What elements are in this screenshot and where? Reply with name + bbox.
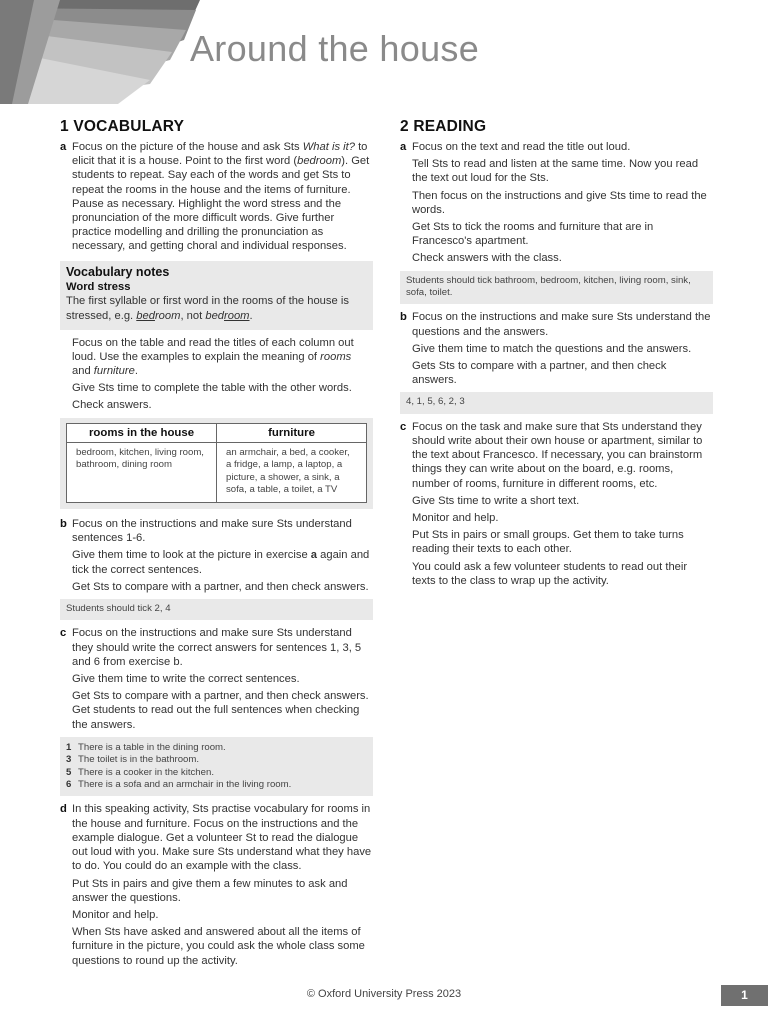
- vocabulary-item-a-continued: [60, 336, 373, 413]
- item-letter: d: [60, 803, 67, 816]
- vocabulary-notes-heading: Vocabulary notes: [66, 264, 170, 279]
- vocabulary-item-b: [60, 517, 373, 594]
- table-cell: bedroom, kitchen, living room, bathroom, dining room: [67, 442, 217, 502]
- item-paragraph: Check answers with the class.: [412, 252, 562, 265]
- table-cell: an armchair, a bed, a cooker, a fridge, a lamp, a laptop, a picture, a shower, a sink, a sofa, a table, a toilet, a TV: [217, 442, 367, 502]
- vocabulary-item-d: [60, 802, 373, 967]
- item-paragraph: Focus on the text and read the title out loud.: [412, 141, 631, 153]
- item-paragraph: Focus on the instructions and make sure Sts understand sentences 1-6.: [72, 518, 352, 545]
- header-fan-graphic: [0, 0, 200, 104]
- vocabulary-item-c: [60, 626, 373, 731]
- item-paragraph: Get Sts to compare with a partner, and then check answers. Get students to read out the full sentences when checking the answers.: [72, 690, 369, 731]
- item-paragraph: When Sts have asked and answered about all the items of furniture in the picture, you could ask the whole class some questions to round up the activity.: [72, 926, 365, 967]
- item-paragraph: Then focus on the instructions and give Sts time to read the words.: [412, 189, 707, 216]
- page-number: 1: [721, 985, 768, 1006]
- item-paragraph: You could ask a few volunteer students to read out their texts to the class to wrap up the activity.: [412, 560, 688, 587]
- page-title: Around the house: [190, 28, 480, 69]
- answer-line: 1 There is a table in the dining room.: [66, 741, 226, 753]
- item-paragraph: Check answers.: [72, 399, 152, 412]
- item-letter: c: [400, 420, 407, 433]
- copyright-footer: © Oxford University Press 2023: [306, 988, 462, 1000]
- item-paragraph: Focus on the instructions and make sure Sts understand the questions and the answers.: [412, 311, 711, 338]
- item-paragraph: Get Sts to compare with a partner, and then check answers.: [72, 580, 369, 593]
- item-letter: b: [60, 518, 67, 531]
- answer-table-box: [60, 418, 373, 509]
- answer-box: Students should tick 2, 4: [60, 599, 373, 620]
- table-header: furniture: [217, 423, 367, 442]
- item-letter: b: [400, 311, 407, 324]
- reading-item-b: [400, 310, 713, 387]
- answer-line: 3 The toilet is in the bathroom.: [66, 754, 200, 766]
- item-paragraph: Give Sts time to write a short text.: [412, 494, 580, 507]
- item-paragraph: Put Sts in pairs and give them a few minutes to ask and answer the questions.: [72, 877, 348, 904]
- answer-line: 6 There is a sofa and an armchair in the living room.: [66, 779, 292, 791]
- item-paragraph: Tell Sts to read and listen at the same time. Now you read the text out loud for the Sts.: [412, 158, 699, 185]
- table-header: rooms in the house: [67, 423, 217, 442]
- vocabulary-heading: 1 VOCABULARY: [60, 118, 185, 135]
- item-paragraph: Give Sts time to complete the table with the other words.: [72, 382, 352, 395]
- item-paragraph: Gets Sts to compare with a partner, and then check answers.: [412, 360, 667, 387]
- item-paragraph: In this speaking activity, Sts practise vocabulary for rooms in the house and furniture. Focus on the instructions and the example dialogue. Get a volunteer St to read the dialogue out loud with you. Make sure Sts understand what they have to do. You could do an example with the class.: [72, 803, 372, 873]
- reading-section: [400, 118, 713, 591]
- item-paragraph: Focus on the task and make sure that Sts understand they should write about their own house or apartment, similar to the text about Francesco. If necessary, you can brainstorm things they can write about on the board, e.g. rooms, number of rooms, furniture in different rooms, etc.: [412, 420, 703, 490]
- word-stress-subheading: Word stress: [66, 280, 131, 293]
- reading-item-a: [400, 140, 713, 266]
- reading-item-c: [400, 420, 713, 588]
- item-paragraph: Get Sts to tick the rooms and furniture that are in Francesco's apartment.: [412, 221, 654, 248]
- vocabulary-item-a: [60, 140, 373, 254]
- answer-box: 4, 1, 5, 6, 2, 3: [400, 392, 713, 413]
- item-paragraph: Give them time to look at the picture in exercise a again and tick the correct sentences.: [72, 549, 370, 576]
- reading-heading: 2 READING: [400, 118, 487, 135]
- item-paragraph: Focus on the table and read the titles of each column out loud. Use the examples to explain the meaning of rooms and furniture.: [72, 336, 354, 378]
- answer-table: [66, 423, 367, 503]
- item-paragraph: Focus on the instructions and make sure Sts understand they should write the correct answers for sentences 1, 3, 5 and 6 from exercise b.: [72, 627, 362, 668]
- answer-line: 5 There is a cooker in the kitchen.: [66, 766, 214, 778]
- answer-box: [60, 737, 373, 797]
- item-paragraph: Focus on the picture of the house and ask Sts What is it? to elicit that it is a house. Point to the first word (bedroom). Get students to repeat. Say each of the words and get Sts to repeat the rooms in the house and the items of furniture. Pause as necessary. Highlight the word stress and the pronunciation of the more difficult words. Give further practice modelling and drilling the pronunciation as necessary, and getting choral and individual responses.: [72, 141, 370, 253]
- item-paragraph: Give them time to write the correct sentences.: [72, 673, 300, 686]
- table-row: [67, 442, 367, 502]
- item-letter: a: [400, 141, 407, 153]
- word-stress-text: The first syllable or first word in the rooms of the house is stressed, e.g. bedroom, not bedroom.: [66, 294, 349, 322]
- item-letter: c: [60, 627, 67, 640]
- answer-box: Students should tick bathroom, bedroom, kitchen, living room, sink, sofa, toilet.: [400, 271, 713, 305]
- item-paragraph: Monitor and help.: [412, 512, 499, 525]
- item-letter: a: [60, 141, 67, 153]
- vocabulary-section: [60, 118, 373, 971]
- item-paragraph: Put Sts in pairs or small groups. Get them to take turns reading their texts to each other.: [412, 529, 684, 556]
- item-paragraph: Monitor and help.: [72, 908, 159, 921]
- item-paragraph: Give them time to match the questions and the answers.: [412, 342, 692, 355]
- vocabulary-notes-box: [60, 261, 373, 330]
